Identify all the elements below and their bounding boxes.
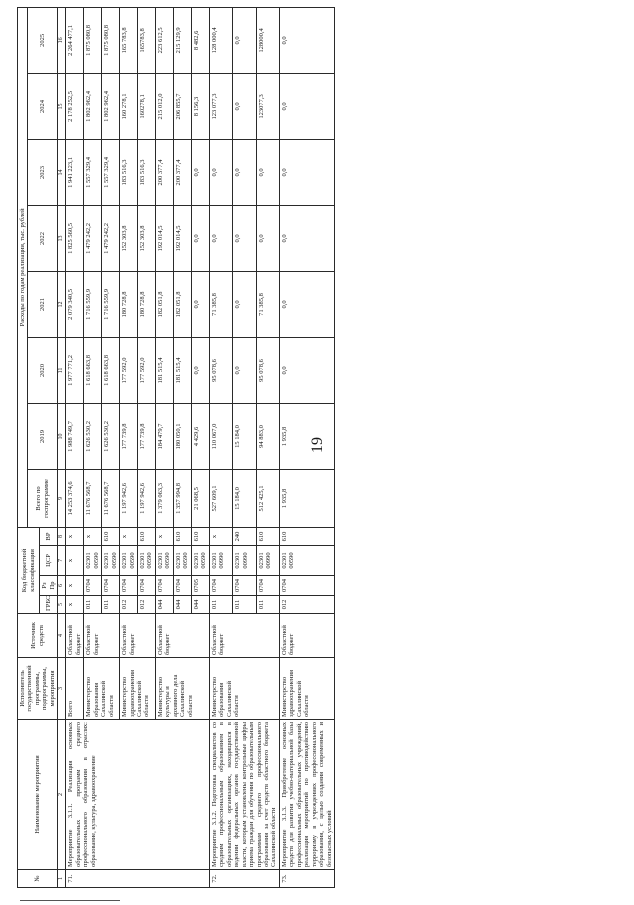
column-index-cell: 16 <box>58 7 66 73</box>
year-value-cell: 1 802 962,4 <box>102 73 120 139</box>
year-value-cell: 15 184,0 <box>233 403 256 469</box>
table-body <box>66 7 335 887</box>
col-year-header: 2022 <box>28 205 58 271</box>
year-value-cell: 95 078,6 <box>256 337 279 403</box>
expenses-table <box>17 7 335 888</box>
col-year-header: 2024 <box>28 73 58 139</box>
csr-cell: x <box>66 546 84 576</box>
executor-cell: Министерство здравоохранения Сахалинской области <box>279 658 334 720</box>
year-value-cell: 0,0 <box>191 139 209 205</box>
year-value-cell: 4 429,6 <box>191 403 209 469</box>
csr-cell: 02301 00590 <box>173 546 191 576</box>
grbs-cell: 011 <box>102 596 120 614</box>
year-value-cell: 0,0 <box>279 271 334 337</box>
rzpr-cell: 0705 <box>191 576 209 596</box>
total-cell: 11 676 568,7 <box>84 469 102 527</box>
year-value-cell: 0,0 <box>279 205 334 271</box>
year-value-cell: 0,0 <box>191 205 209 271</box>
year-value-cell: 71 385,8 <box>256 271 279 337</box>
csr-cell: 02301 00590 <box>137 546 155 576</box>
total-cell: 21 068,5 <box>191 469 209 527</box>
col-total-header: Всего по госпрограмме <box>28 469 58 527</box>
year-value-cell: 192 014,5 <box>173 205 191 271</box>
year-value-cell: 0,0 <box>233 139 256 205</box>
year-value-cell: 1 557 329,4 <box>102 139 120 205</box>
row-number-cell: 71. <box>66 870 210 888</box>
year-value-cell: 1 875 080,8 <box>102 7 120 73</box>
column-index-cell: 4 <box>58 614 66 658</box>
year-value-cell: 0,0 <box>233 271 256 337</box>
year-value-cell: 1 875 080,8 <box>84 7 102 73</box>
source-cell: Областной бюджет <box>279 614 334 658</box>
year-value-cell: 0,0 <box>233 337 256 403</box>
year-value-cell: 215 129,9 <box>173 7 191 73</box>
vr-cell: x <box>66 527 84 545</box>
year-value-cell: 183 516,3 <box>120 139 138 205</box>
csr-cell: 02301 00990 <box>233 546 256 576</box>
total-cell: 1 197 942,6 <box>137 469 155 527</box>
row-number-cell: 72. <box>209 870 279 888</box>
column-index-cell: 12 <box>58 271 66 337</box>
year-value-cell: 95 078,6 <box>209 337 232 403</box>
measure-name-cell: Мероприятие 3.1.1. Реализация основных образовательных программ среднего профессионального образования в отраслях: образование, культура, здравоохранение <box>66 720 210 870</box>
year-value-cell: 1 479 242,2 <box>102 205 120 271</box>
column-index-cell: 15 <box>58 73 66 139</box>
table-row <box>66 7 84 887</box>
grbs-cell: 011 <box>256 596 279 614</box>
grbs-cell: 012 <box>137 596 155 614</box>
year-value-cell: 215 012,0 <box>155 73 173 139</box>
year-value-cell: 0,0 <box>233 205 256 271</box>
year-value-cell: 1 626 530,2 <box>102 403 120 469</box>
year-value-cell: 0,0 <box>279 337 334 403</box>
year-value-cell: 200 377,4 <box>155 139 173 205</box>
column-index-cell: 10 <box>58 403 66 469</box>
table-row <box>279 7 334 887</box>
rzpr-cell: x <box>66 576 84 596</box>
vr-cell: x <box>209 527 232 545</box>
table-row <box>209 7 232 887</box>
year-value-cell: 180 728,8 <box>137 271 155 337</box>
year-value-cell: 0,0 <box>279 73 334 139</box>
bottom-rule <box>20 900 120 901</box>
grbs-cell: 044 <box>191 596 209 614</box>
year-value-cell: 165 783,8 <box>120 7 138 73</box>
rzpr-cell: 0704 <box>137 576 155 596</box>
year-value-cell: 1 802 962,4 <box>84 73 102 139</box>
col-num-header: № <box>18 870 58 888</box>
col-budget-code-header: Код бюджетной классификации <box>18 527 40 613</box>
executor-cell: Министерство здравоохранения Сахалинской области <box>120 658 156 720</box>
vr-cell: x <box>120 527 138 545</box>
source-cell: Областной бюджет <box>120 614 156 658</box>
year-value-cell: 0,0 <box>279 139 334 205</box>
column-index-cell: 14 <box>58 139 66 205</box>
year-value-cell: 182 051,8 <box>173 271 191 337</box>
rzpr-cell: 0704 <box>256 576 279 596</box>
col-name-header: Наименование мероприятия <box>18 720 58 870</box>
vr-cell: 610 <box>256 527 279 545</box>
vr-cell: 240 <box>233 527 256 545</box>
column-index-cell: 9 <box>58 469 66 527</box>
vr-cell: 610 <box>279 527 334 545</box>
year-value-cell: 223 612,5 <box>155 7 173 73</box>
year-value-cell: 160278,1 <box>137 73 155 139</box>
year-value-cell: 182 051,8 <box>155 271 173 337</box>
year-value-cell: 110 067,0 <box>209 403 232 469</box>
year-value-cell: 1 935,8 <box>279 403 334 469</box>
col-rzpr-header: Рз Пр <box>40 576 58 596</box>
year-value-cell: 177 739,8 <box>120 403 138 469</box>
year-value-cell: 2 264 477,1 <box>66 7 84 73</box>
year-value-cell: 8 482,6 <box>191 7 209 73</box>
vr-cell: 610 <box>173 527 191 545</box>
grbs-cell: 011 <box>84 596 102 614</box>
col-year-header: 2021 <box>28 271 58 337</box>
column-index-cell: 5 <box>58 596 66 614</box>
measure-name-cell: Мероприятие 3.1.3. Приобретение основных средств для развития учебно-материальной базы профессиональных образовательных учреждений, реализация мероприятий по противодействию терроризму в учреждениях профессионального образования, с целью создания современных и безопасных условий <box>279 720 334 870</box>
grbs-cell: 044 <box>155 596 173 614</box>
year-value-cell: 123077,3 <box>256 73 279 139</box>
executor-cell: Министерство культуры и архивного дела Сахалинской области <box>155 658 209 720</box>
rzpr-cell: 0704 <box>120 576 138 596</box>
total-cell: 11 676 568,7 <box>102 469 120 527</box>
measure-name-cell: Мероприятие 3.1.2. Подготовка специалистов со средним профессиональным образованием в образовательных организациях, находящихся в ведении федеральных органов государственной власти, которым установлены контрольные цифры приема граждан для обучения по образовательным программам среднего профессионального образования за счет средств областного бюджета Сахалинской области <box>209 720 279 870</box>
year-value-cell: 0,0 <box>191 271 209 337</box>
year-value-cell: 206 855,7 <box>173 73 191 139</box>
executor-cell: Министерство образования Сахалинской области <box>84 658 120 720</box>
source-cell: Областной бюджет <box>84 614 120 658</box>
source-cell: Областной бюджет <box>209 614 279 658</box>
rotated-table-container <box>17 8 617 888</box>
year-value-cell: 0,0 <box>256 205 279 271</box>
csr-cell: 02301 00590 <box>155 546 173 576</box>
column-index-cell: 6 <box>58 576 66 596</box>
source-cell: Областной бюджет <box>155 614 209 658</box>
col-csr-header: ЦСР <box>40 546 58 576</box>
grbs-cell: 012 <box>120 596 138 614</box>
year-value-cell: 181 515,4 <box>155 337 173 403</box>
vr-cell: x <box>84 527 102 545</box>
year-value-cell: 1 618 663,8 <box>84 337 102 403</box>
csr-cell: 02301 00590 <box>102 546 120 576</box>
csr-cell: 02301 00590 <box>191 546 209 576</box>
year-value-cell: 1 941 223,1 <box>66 139 84 205</box>
column-index-row <box>58 7 66 887</box>
year-value-cell: 0,0 <box>279 7 334 73</box>
year-value-cell: 1 977 771,2 <box>66 337 84 403</box>
csr-cell: 02301 00590 <box>279 546 334 576</box>
year-value-cell: 1 479 242,2 <box>84 205 102 271</box>
column-index-cell: 7 <box>58 546 66 576</box>
csr-cell: 02301 00990 <box>209 546 232 576</box>
year-value-cell: 128 000,4 <box>209 7 232 73</box>
total-cell: 512 425,1 <box>256 469 279 527</box>
total-cell: 15 184,0 <box>233 469 256 527</box>
year-value-cell: 177 592,0 <box>137 337 155 403</box>
vr-cell: x <box>155 527 173 545</box>
grbs-cell: x <box>66 596 84 614</box>
year-value-cell: 183 516,3 <box>137 139 155 205</box>
year-value-cell: 192 014,5 <box>155 205 173 271</box>
grbs-cell: 044 <box>173 596 191 614</box>
year-value-cell: 1 716 559,9 <box>102 271 120 337</box>
year-value-cell: 1 557 329,4 <box>84 139 102 205</box>
rzpr-cell: 0704 <box>102 576 120 596</box>
year-value-cell: 0,0 <box>233 73 256 139</box>
year-value-cell: 1 716 559,9 <box>84 271 102 337</box>
row-number-cell: 73. <box>279 870 334 888</box>
year-value-cell: 123 077,3 <box>209 73 232 139</box>
year-value-cell: 152 303,8 <box>120 205 138 271</box>
column-index-cell: 1 <box>58 870 66 888</box>
rzpr-cell: 0704 <box>155 576 173 596</box>
year-value-cell: 128000,4 <box>256 7 279 73</box>
year-value-cell: 0,0 <box>233 7 256 73</box>
grbs-cell: 011 <box>209 596 232 614</box>
year-value-cell: 165783,8 <box>137 7 155 73</box>
csr-cell: 02301 00590 <box>84 546 102 576</box>
col-expenses-header: Расходы по годам реализации, тыс. рублей <box>18 7 28 527</box>
column-index-cell: 2 <box>58 720 66 870</box>
col-year-header: 2019 <box>28 403 58 469</box>
year-value-cell: 0,0 <box>209 139 232 205</box>
col-year-header: 2023 <box>28 139 58 205</box>
vr-cell: 610 <box>102 527 120 545</box>
year-value-cell: 0,0 <box>256 139 279 205</box>
page-number: 19 <box>309 437 326 453</box>
source-cell: Областной бюджет <box>66 614 84 658</box>
col-executor-header: Исполнитель государственной программы, подпрограммы, мероприятия <box>18 658 58 720</box>
column-index-cell: 8 <box>58 527 66 545</box>
year-value-cell: 1 626 530,2 <box>84 403 102 469</box>
vr-cell: 610 <box>191 527 209 545</box>
total-cell: 1 357 994,8 <box>173 469 191 527</box>
col-source-header: Источник средств <box>18 614 58 658</box>
year-value-cell: 180 728,8 <box>120 271 138 337</box>
year-value-cell: 184 479,7 <box>155 403 173 469</box>
year-value-cell: 152 303,8 <box>137 205 155 271</box>
year-value-cell: 1 618 663,8 <box>102 337 120 403</box>
year-value-cell: 0,0 <box>209 205 232 271</box>
year-value-cell: 2 079 340,5 <box>66 271 84 337</box>
year-value-cell: 1 825 560,5 <box>66 205 84 271</box>
executor-cell: Министерство образования Сахалинской области <box>209 658 279 720</box>
year-value-cell: 8 156,3 <box>191 73 209 139</box>
year-value-cell: 1 988 749,7 <box>66 403 84 469</box>
total-cell: 1 379 063,3 <box>155 469 173 527</box>
total-cell: 527 609,1 <box>209 469 232 527</box>
total-cell: 14 253 374,6 <box>66 469 84 527</box>
column-index-cell: 13 <box>58 205 66 271</box>
rzpr-cell: 0704 <box>233 576 256 596</box>
rzpr-cell: 0704 <box>209 576 232 596</box>
year-value-cell: 177 739,8 <box>137 403 155 469</box>
column-index-cell: 3 <box>58 658 66 720</box>
year-value-cell: 71 385,8 <box>209 271 232 337</box>
grbs-cell: 012 <box>279 596 334 614</box>
year-value-cell: 160 278,1 <box>120 73 138 139</box>
rzpr-cell: 0704 <box>84 576 102 596</box>
col-year-header: 2020 <box>28 337 58 403</box>
col-grbs-header: ГРБС <box>40 596 58 614</box>
col-vr-header: ВР <box>40 527 58 545</box>
year-value-cell: 0,0 <box>191 337 209 403</box>
executor-cell: Всего <box>66 658 84 720</box>
year-value-cell: 181 515,4 <box>173 337 191 403</box>
column-index-cell: 11 <box>58 337 66 403</box>
total-cell: 1 197 942,6 <box>120 469 138 527</box>
col-year-header: 2025 <box>28 7 58 73</box>
csr-cell: 02301 00590 <box>120 546 138 576</box>
csr-cell: 02301 00990 <box>256 546 279 576</box>
grbs-cell: 011 <box>233 596 256 614</box>
rzpr-cell: 0704 <box>279 576 334 596</box>
total-cell: 1 935,8 <box>279 469 334 527</box>
year-value-cell: 177 592,0 <box>120 337 138 403</box>
year-value-cell: 180 050,1 <box>173 403 191 469</box>
year-value-cell: 2 178 252,5 <box>66 73 84 139</box>
year-value-cell: 94 883,0 <box>256 403 279 469</box>
year-value-cell: 200 377,4 <box>173 139 191 205</box>
rzpr-cell: 0704 <box>173 576 191 596</box>
vr-cell: 610 <box>137 527 155 545</box>
